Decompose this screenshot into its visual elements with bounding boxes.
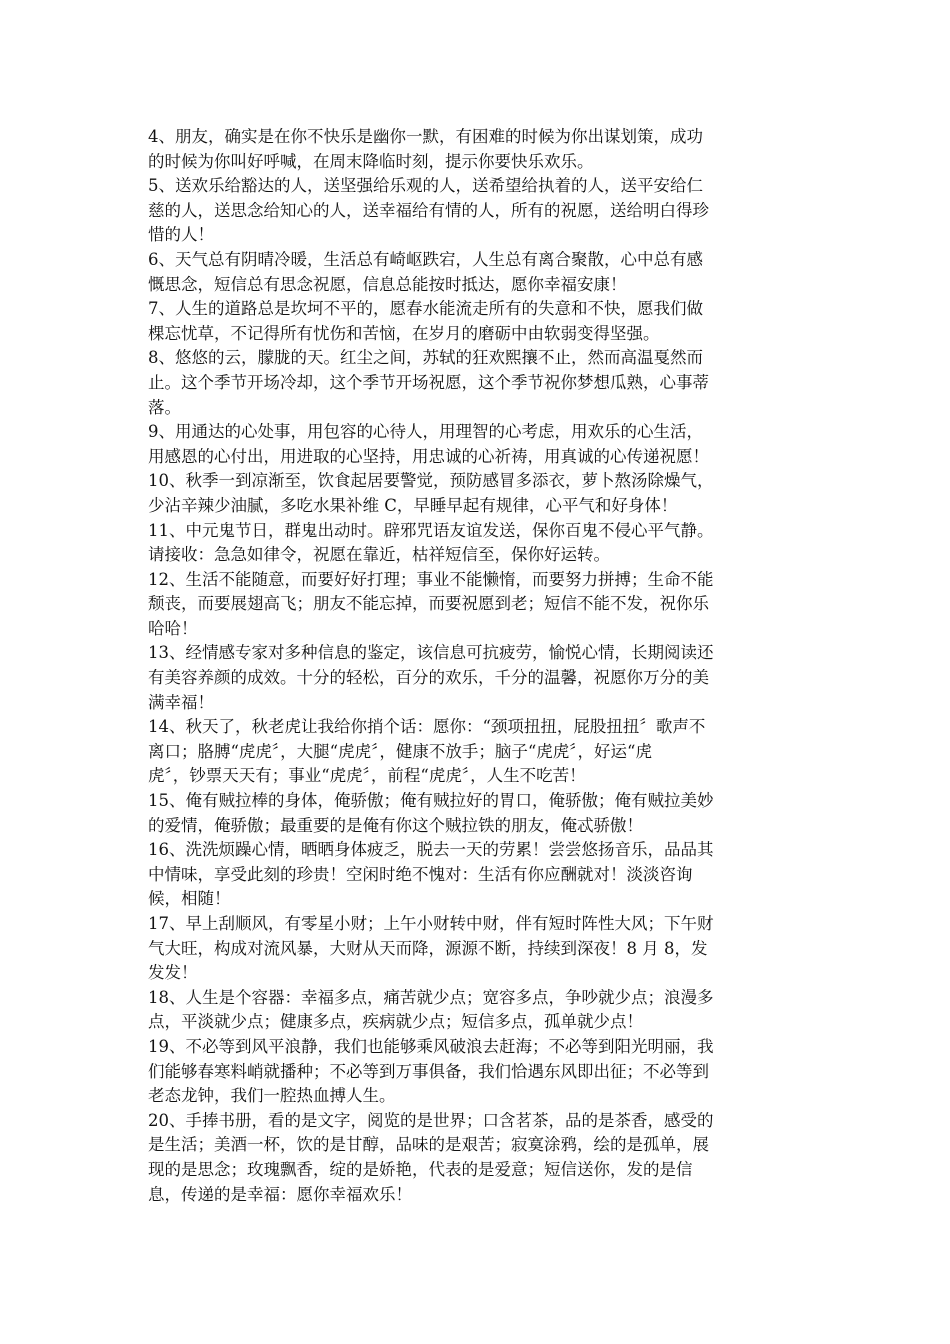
paragraph-4: 4、朋友，确实是在你不快乐是幽你一默，有困难的时候为你出谋划策，成功 的时候为你叫好呼喊，在周末降临时刻，提示你要快乐欢乐。 [148, 127, 703, 171]
paragraph-12: 12、生活不能随意，而要好好打理；事业不能懒惰，而要努力拼搏；生命不能 颓丧，而要展翅高飞；朋友不能忘掉，而要祝愿到老；短信不能不发，祝你乐 哈哈！ [148, 569, 714, 638]
paragraph-11: 11、中元鬼节日，群鬼出动时。辟邪咒语友谊发送，保你百鬼不侵心平气静。 请接收：急急如律令，祝愿在靠近，枯祥短信至，保你好运转。 [148, 520, 714, 565]
paragraph-19: 19、不必等到风平浪静，我们也能够乘风破浪去赶海；不必等到阳光明丽，我 们能够春寒料峭就播种；不必等到万事俱备，我们恰遇东风即出征；不必等到 老态龙钟，我们一腔热血搏人生。 [148, 1036, 714, 1106]
paragraph-7: 7、人生的道路总是坎坷不平的，愿春水能流走所有的失意和不快，愿我们做 棵忘忧草，不记得所有忧伤和苦恼，在岁月的磨砺中由软弱变得坚强。 [148, 299, 703, 343]
paragraph-14: 14、秋天了，秋老虎让我给你捎个话：愿你：“颈项扭扭，屁股扭扭〞歌声不 离口；胳膊“虎虎〞，大腿“虎虎〞，健康不放手；脑子“虎虎〞，好运“虎 虎〞，钞票天天有；事业“虎虎〞，前程“虎虎〞，人生不吃苦！ [148, 717, 706, 786]
document-body [148, 125, 808, 1207]
paragraph-18: 18、人生是个容器：幸福多点，痛苦就少点；宽容多点，争吵就少点；浪漫多 点，平淡就少点；健康多点，疾病就少点；短信多点，孤单就少点！ [148, 987, 714, 1032]
paragraph-10: 10、秋季一到凉渐至，饮食起居要警觉，预防感冒多添衣，萝卜熬汤除燥气， 少沾辛辣少油腻，多吃水果补维 C，早睡早起有规律，心平气和好身体！ [148, 471, 714, 515]
paragraph-6: 6、天气总有阴晴冷暖，生活总有崎岖跌宕，人生总有离合聚散，心中总有感 慨思念，短信总有思念祝愿，信息总能按时抵达，愿你幸福安康！ [148, 249, 703, 294]
paragraph-20: 20、手捧书册，看的是文字，阅览的是世界；口含茗茶，品的是茶香，感受的 是生活；美酒一杯，饮的是甘醇，品味的是艰苦；寂寞涂鸦，绘的是孤单，展 现的是思念；玫瑰飘香，绽的是娇艳，代表的是爱意；短信送你，发的是信 息，传递的是幸福：愿你幸福欢乐！ [148, 1110, 714, 1204]
paragraph-17: 17、早上刮顺风，有零星小财；上午小财转中财，伴有短时阵性大风；下午财 气大旺，构成对流风暴，大财从天而降，源源不断，持续到深夜！8 月 8，发 发发！ [148, 914, 714, 983]
paragraph-15: 15、俺有贼拉棒的身体，俺骄傲；俺有贼拉好的胃口，俺骄傲；俺有贼拉美妙 的爱情，俺骄傲；最重要的是俺有你这个贼拉铁的朋友，俺忒骄傲！ [148, 791, 714, 835]
paragraph-5: 5、送欢乐给豁达的人，送坚强给乐观的人，送希望给执着的人，送平安给仁 慈的人，送思念给知心的人，送幸福给有情的人，所有的祝愿，送给明白得珍 惜的人！ [148, 176, 709, 245]
paragraph-8: 8、悠悠的云，朦胧的天。红尘之间，苏轼的狂欢熙攘不止，然而高温戛然而 止。这个季节开场冷却，这个季节开场祝愿，这个季节祝你梦想瓜熟，心事蒂 落。 [148, 348, 709, 417]
paragraph-9: 9、用通达的心处事，用包容的心待人，用理智的心考虑，用欢乐的心生活， 用感恩的心付出，用进取的心坚持，用忠诚的心祈祷，用真诚的心传递祝愿！ [148, 422, 709, 466]
paragraph-16: 16、洗洗烦躁心情，晒晒身体疲乏，脱去一天的劳累！尝尝悠扬音乐，品品其 中情味，享受此刻的珍贵！空闲时绝不愧对：生活有你应酬就对！淡淡咨询 候，相随！ [148, 840, 714, 909]
paragraph-13: 13、经情感专家对多种信息的鉴定，该信息可抗疲劳，愉悦心情，长期阅读还 有美容养颜的成效。十分的轻松，百分的欢乐，千分的温馨，祝愿你万分的美 满幸福！ [148, 643, 714, 712]
